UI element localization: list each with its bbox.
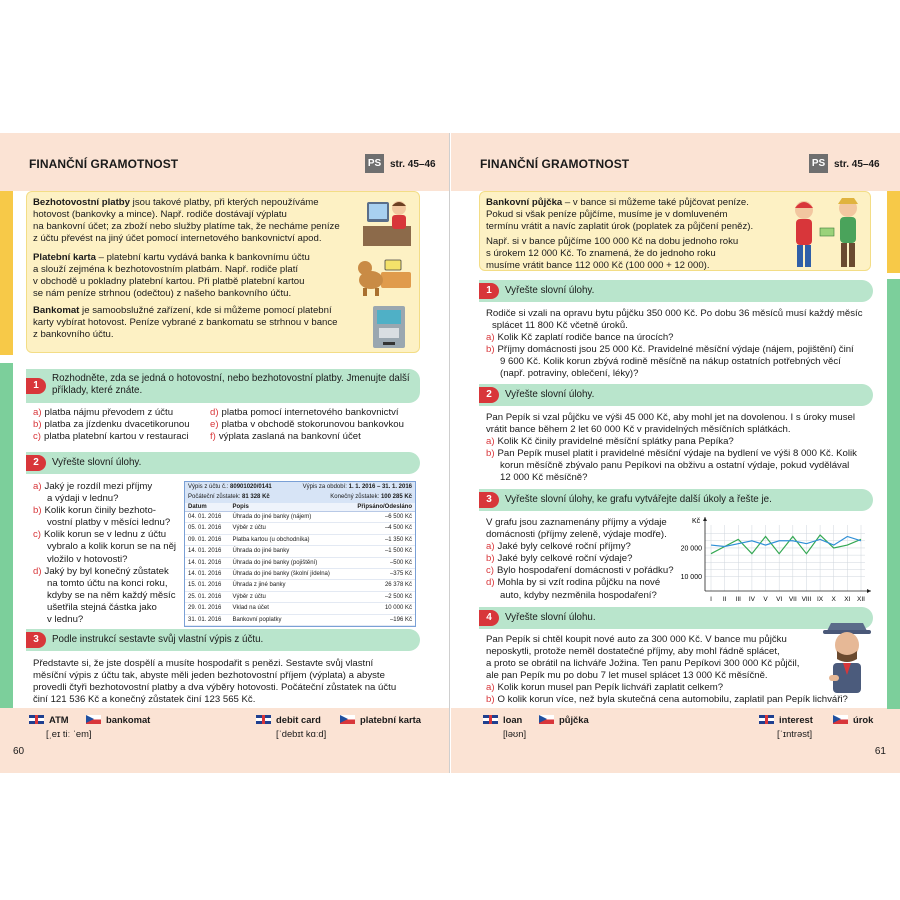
x-tick-label: VI [776, 596, 783, 603]
table-row [185, 580, 415, 591]
y-axis-label: Kč [692, 518, 701, 525]
x-tick-label: I [710, 596, 712, 603]
x-tick-label: XII [857, 596, 865, 603]
table-row [185, 591, 415, 602]
income-expense-chart [673, 511, 873, 611]
task-1-number: 1 [26, 378, 46, 394]
table-row [185, 569, 415, 580]
loan-shark-illustration [819, 615, 875, 701]
table-cell: –2 500 Kč [346, 591, 415, 602]
vocab-en-atm: ATM [29, 714, 69, 725]
task-1-text: Rodiče si vzali na opravu bytu půjčku 350 000 Kč. Po dobu 36 měsíců musí každý měsíc splácet 11 800 Kč včetně úroků. a) Kolik Kč zaplatí rodiče bance na úrocích? b) Příjmy domácnosti jsou 25 000 Kč. Pravidelné měsíční výdaje (nájem, pojištění) činí 9 600 Kč. Kolik korun zbývá rodině měsíčně na nákup ostatních potřebných věcí (např. potraviny, oblečení, léky)? [486, 308, 863, 380]
task-2-text: Pan Pepík si vzal půjčku ve výši 45 000 Kč, aby mohl jet na dovolenou. I s úroky musel vrátit bance během 2 let 60 000 Kč v pravidelných měsíčních splátkách. a) Kolik Kč činily pravidelné měsíční splátky pana Pepíka? b) Pan Pepík musel platit i pravidelné měsíční výdaje na bydlení ve výši 8 000 Kč. Kolik korun měsíčně zbývalo panu Pepíkovi na obživu a ostatní výdaje, pokud vydělával 12 000 Kč měsíčně? [486, 412, 857, 484]
task-1-instruction: Rozhodněte, zda se jedná o hotovostní, nebo bezhotovostní platby. Jmenujte další příklady, které znáte. [52, 373, 410, 396]
task-1-bar [26, 369, 420, 403]
y-tick-label: 20 000 [680, 545, 702, 553]
table-cell: –500 Kč [346, 557, 415, 568]
task-3-number: 3 [479, 492, 499, 508]
list-item: d) Jaký by byl konečný zůstatek na tomto účtu na konci roku, kdyby se na něm každý měsíc ušetřila stejná částka jako v lednu? [33, 565, 176, 626]
cz-flag-icon [833, 715, 848, 724]
task-3-text: Představte si, že jste dospělí a musíte hospodařit s penězi. Sestavte svůj vlastní měsíční výpis z účtu tak, abyste měli jeden bezhotovostní příjem (výplata) a abyste provedli čtyři bezhotovostní platby a dva výběry hotovosti. Počáteční zůstatek na účtu činí 121 536 Kč a konečný zůstatek činí 123 565 Kč. [33, 658, 397, 706]
task-4-text: Pan Pepík si chtěl koupit nové auto za 300 000 Kč. V bance mu půjčku neposkytli, protože neměl dostatečné příjmy, aby mohl řádně splácet, a proto se obrátil na lichváře Jožina. Ten panu Pepíkovi 300 000 Kč půjčil, ale pan Pepík mu po dobu 7 let musel splácet 13 000 Kč měsíčně. a) Kolik korun musel pan Pepík lichváři zaplatit celkem? b) O kolik korun více, než byla skutečná cena automobilu, zaplatil pan Pepík lichváři? [486, 634, 848, 706]
y-axis-arrow [703, 517, 707, 521]
column-header: Připsáno/Odesláno [346, 503, 415, 512]
table-cell: –1 350 Kč [346, 534, 415, 545]
table-cell: Bankovní poplatky [230, 614, 347, 625]
side-tab-yellow [0, 191, 13, 355]
vocab-en-debit-card: debit card [256, 714, 321, 725]
task-2-instruction: Vyřešte slovní úlohy. [505, 389, 595, 400]
x-tick-label: VII [788, 596, 797, 603]
info-paragraph-1: Bezhotovostní platby jsou takové platby, při kterých nepoužíváme hotovost (bankovky a mince). Např. rodiče dostávají výplatu na bankovní účet; za zboží nebo služby platíme tak, že necháme peníze z účtu převést na jiný účet pomocí internetového bankovnictví apod. [33, 197, 340, 245]
table-row [185, 534, 415, 545]
table-row [185, 614, 415, 625]
list-item: b) Kolik korun činily bezhoto- vostní platby v měsíci lednu? [33, 505, 171, 529]
task-2-number: 2 [26, 455, 46, 471]
section-title: FINANČNÍ GRAMOTNOST [29, 157, 179, 171]
statement-table [185, 503, 415, 626]
task-1-instruction: Vyřešte slovní úlohy. [505, 285, 595, 296]
table-row [185, 512, 415, 523]
table-cell: 09. 01. 2016 [185, 534, 230, 545]
task-2-instruction: Vyřešte slovní úlohy. [52, 457, 142, 468]
table-cell: 14. 01. 2016 [185, 557, 230, 568]
vocab-pronunciation: [ˈdebɪt kɑːd] [276, 728, 327, 739]
task-3-bar [479, 489, 873, 511]
uk-flag-icon [483, 715, 498, 724]
task-2-questions [33, 481, 183, 626]
task-3-instruction: Vyřešte slovní úlohy, ke grafu vytvářejte další úkoly a řešte je. [505, 494, 772, 505]
x-tick-label: IX [817, 596, 824, 603]
task-4-number: 4 [479, 610, 499, 626]
statement-header-row-2: Počáteční zůstatek: 81 328 Kč Konečný zůstatek: 100 285 Kč [185, 494, 415, 504]
table-row [185, 546, 415, 557]
info-box [479, 191, 871, 271]
vocab-cz-interest: úrok [833, 714, 873, 725]
vocab-en-interest: interest [759, 714, 813, 725]
task-3-instruction: Podle instrukcí sestavte svůj vlastní výpis z účtu. [52, 634, 264, 645]
task-1-number: 1 [479, 283, 499, 299]
bank-statement [184, 481, 416, 627]
uk-flag-icon [256, 715, 271, 724]
table-row [185, 603, 415, 614]
list-item: d) platba pomocí internetového bankovnictví [210, 407, 399, 418]
ps-badge: PS [809, 154, 828, 173]
task-3-number: 3 [26, 632, 46, 648]
table-cell: Úhrada z jiné banky [230, 580, 347, 591]
page-number: 60 [13, 746, 25, 757]
side-tab-green [0, 363, 13, 708]
person-at-computer-illustration [359, 196, 415, 248]
cz-flag-icon [340, 715, 355, 724]
info-box [26, 191, 420, 353]
table-cell: –1 500 Kč [346, 546, 415, 557]
table-cell: 10 000 Kč [346, 603, 415, 614]
ps-badge: PS [365, 154, 384, 173]
table-cell: Platba kartou (u obchodníka) [230, 534, 347, 545]
x-tick-label: X [831, 596, 836, 603]
table-cell: 04. 01. 2016 [185, 512, 230, 523]
list-item: c) platba platební kartou v restauraci [33, 431, 189, 443]
uk-flag-icon [29, 715, 44, 724]
table-row [185, 523, 415, 534]
table-cell: –375 Kč [346, 569, 415, 580]
table-cell: –196 Kč [346, 614, 415, 625]
task-2-bar [479, 384, 873, 406]
list-item: e) platba v obchodě stokorunovou bankovkou [210, 419, 404, 431]
table-cell: Úhrada do jiné banky [230, 546, 347, 557]
vocab-cz-atm: bankomat [86, 714, 150, 725]
list-item: f) výplata zaslaná na bankovní účet [210, 431, 361, 443]
x-tick-label: V [763, 596, 768, 603]
list-item: c) Kolik korun se v lednu z účtu vybralo a kolik korun se na něj vložilo v hotovosti? [33, 529, 177, 565]
vocab-cz-debit-card: platební karta [340, 714, 421, 725]
task-2-number: 2 [479, 387, 499, 403]
x-tick-label: XI [844, 596, 851, 603]
table-cell: 14. 01. 2016 [185, 546, 230, 557]
page-left [0, 133, 450, 773]
statement-header-row-1: Výpis z účtu č.: 80901020/0141 Výpis za období: 1. 1. 2016 – 31. 1. 2016 [185, 482, 415, 494]
table-cell: Výběr z účtu [230, 591, 347, 602]
table-cell: Úhrada do jiné banky (školní jídelna) [230, 569, 347, 580]
list-item: a) platba nájmu převodem z účtu [33, 407, 174, 418]
task-3-text: V grafu jsou zaznamenány příjmy a výdaje domácnosti (příjmy zeleně, výdaje modře). a) Jaké byly celkové roční příjmy? b) Jaké byly celkové roční výdaje? c) Bylo hospodaření domácnosti v pořádku? d) Mohla by si vzít rodina půjčku na nové auto, kdyby nezměnila hospodaření? [486, 517, 674, 601]
table-cell: Úhrada do jiné banky (pojištění) [230, 557, 347, 568]
cz-flag-icon [539, 715, 554, 724]
list-item: b) platba za jízdenku dvacetikorunou [33, 419, 190, 431]
table-cell: 25. 01. 2016 [185, 591, 230, 602]
task-1-options-left [33, 407, 213, 443]
info-paragraph-2: Platební karta – platební kartu vydává banka k bankovnímu účtu a slouží zejména k bezhotovostním platbám. Např. rodiče platí v obchodě u pokladny platební kartou. Při platbě platební kartou se nám peníze strhnou (odečtou) z našeho bankovního účtu. [33, 252, 310, 300]
table-cell: 31. 01. 2016 [185, 614, 230, 625]
book-spread [0, 133, 900, 773]
atm-illustration [365, 304, 413, 350]
table-cell: 14. 01. 2016 [185, 569, 230, 580]
page-right [451, 133, 900, 773]
vocab-cz-loan: půjčka [539, 714, 589, 725]
page-reference: str. 45–46 [834, 159, 880, 170]
table-cell: –4 500 Kč [346, 523, 415, 534]
list-item: a) Jaký je rozdíl mezi příjmy a výdaji v lednu? [33, 481, 153, 505]
cz-flag-icon [86, 715, 101, 724]
side-tab-yellow [887, 191, 900, 273]
task-3-bar [26, 629, 420, 651]
page-number: 61 [874, 746, 886, 757]
table-cell: 15. 01. 2016 [185, 580, 230, 591]
section-title: FINANČNÍ GRAMOTNOST [480, 157, 630, 171]
two-people-handing-money-illustration [784, 194, 870, 270]
x-tick-label: IV [748, 596, 755, 603]
x-tick-label: VIII [801, 596, 812, 603]
info-paragraph-3: Bankomat je samoobslužné zařízení, kde si můžeme pomocí platební karty vybírat hotovost. Peníze vybrané z bankomatu se strhnou v bance z bankovního účtu. [33, 305, 338, 341]
vocab-pronunciation: [ˌeɪ tiː ˈem] [46, 728, 92, 739]
dog-card-payment-illustration [355, 252, 415, 298]
y-tick-label: 10 000 [680, 574, 702, 582]
info-paragraph-1: Bankovní půjčka – v bance si můžeme také půjčovat peníze. Pokud si však peníze půjčíme, musíme je v domluveném termínu vrátit a navíc zaplatit úrok (poplatek za půjčení peněz). [486, 197, 754, 233]
task-1-bar [479, 280, 873, 302]
table-cell: 05. 01. 2016 [185, 523, 230, 534]
table-row [185, 557, 415, 568]
vocab-en-loan: loan [483, 714, 522, 725]
table-cell: 29. 01. 2016 [185, 603, 230, 614]
table-cell: 26 378 Kč [346, 580, 415, 591]
x-tick-label: III [735, 596, 741, 603]
column-header: Popis [230, 503, 347, 512]
uk-flag-icon [759, 715, 774, 724]
task-1-options-right [210, 407, 425, 443]
table-cell: Vklad na účet [230, 603, 347, 614]
vocab-pronunciation: [ˈɪntrəst] [777, 728, 813, 739]
table-cell: Úhrada do jiné banky (nájem) [230, 512, 347, 523]
task-4-instruction: Vyřešte slovní úlohu. [505, 612, 596, 623]
task-2-bar [26, 452, 420, 474]
x-tick-label: II [722, 596, 727, 603]
table-cell: –6 500 Kč [346, 512, 415, 523]
column-header: Datum [185, 503, 230, 512]
task-4-bar [479, 607, 873, 629]
x-axis-arrow [867, 589, 871, 593]
table-cell: Výběr z účtu [230, 523, 347, 534]
vocab-pronunciation: [ləʊn] [503, 728, 527, 739]
page-reference: str. 45–46 [390, 159, 436, 170]
info-paragraph-2: Např. si v bance půjčíme 100 000 Kč na dobu jednoho roku s úrokem 12 000 Kč. To znamená, že do jednoho roku musíme vrátit bance 112 000 Kč (100 000 + 12 000). [486, 236, 739, 272]
